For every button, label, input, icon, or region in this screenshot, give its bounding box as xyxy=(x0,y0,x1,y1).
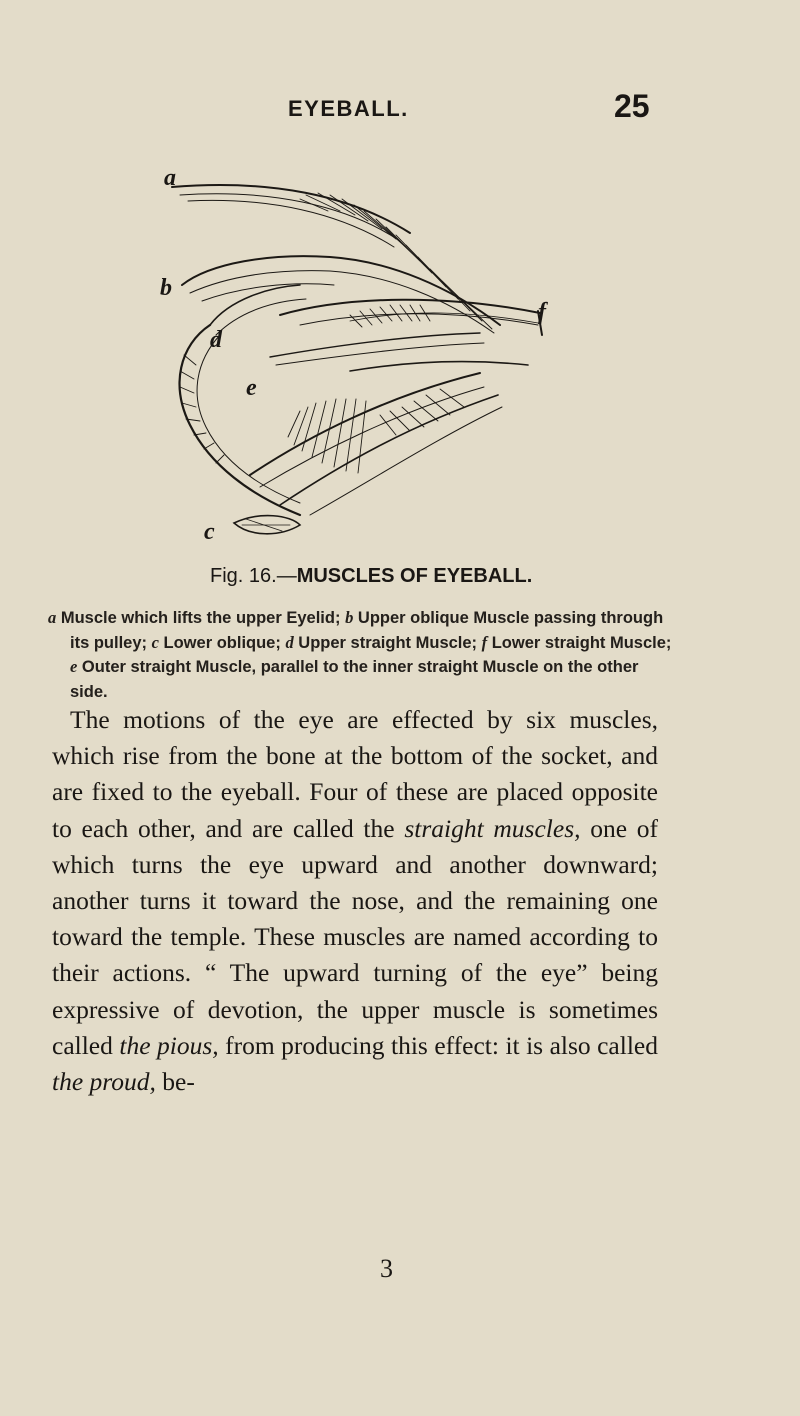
body-segment: from producing this effect: it is also called xyxy=(218,1030,658,1060)
fig-label-e: e xyxy=(246,375,257,401)
body-segment-italic: straight muscles, xyxy=(404,813,581,843)
fig-label-c: c xyxy=(204,519,215,545)
legend-paragraph xyxy=(48,606,680,704)
figure-caption xyxy=(210,565,532,588)
muscle-engraving xyxy=(150,175,580,565)
legend-letter: b xyxy=(345,608,354,627)
legend-letter: a xyxy=(48,608,57,627)
legend-letter: c xyxy=(151,632,159,652)
body-segment: one of which turns the eye upward and another downward; another turns it toward the nose, and the remaining one toward the temple. These muscles are named according to their actions. “ The upward turning of the eye” being expressive of devotion, the upper muscle is sometimes called xyxy=(52,813,659,1060)
legend-text: Upper straight Muscle; xyxy=(293,633,482,652)
page-number: 25 xyxy=(614,88,650,124)
body-segment-italic: the pious, xyxy=(119,1030,219,1060)
body-text xyxy=(52,702,658,1100)
fig-label-b: b xyxy=(160,275,172,301)
legend-letter: f xyxy=(481,632,488,652)
legend-letter: e xyxy=(70,657,78,676)
legend-text: Upper oblique Muscle passing through its pulley; xyxy=(70,609,664,652)
legend-text: Lower straight Muscle; xyxy=(487,633,672,652)
legend-text: Muscle which lifts the upper Eyelid; xyxy=(56,609,346,627)
signature-mark: 3 xyxy=(380,1254,393,1283)
fig-label-a: a xyxy=(164,165,176,191)
caption-prefix: Fig. 16.— xyxy=(210,565,297,587)
body-segment: be- xyxy=(155,1067,195,1097)
legend-letter: d xyxy=(285,632,294,652)
figure-legend xyxy=(48,606,680,704)
fig-label-f: f xyxy=(538,299,546,325)
fig-label-d: d xyxy=(210,327,222,353)
legend-text: Outer straight Muscle, parallel to the inner straight Muscle on the other side. xyxy=(70,658,639,701)
running-title: EYEBALL. xyxy=(288,96,409,121)
running-head xyxy=(0,88,800,136)
legend-text: Lower oblique; xyxy=(158,633,286,652)
body-segment: The motions of the eye are effected by six muscles, which rise from the bone at the bottom of the socket, and are fixed to the eyeball. Four of these are placed opposite to each other, and are called the xyxy=(52,705,658,843)
body-segment-italic: the proud, xyxy=(52,1067,156,1097)
body-paragraph xyxy=(52,702,658,1100)
caption-title: MUSCLES OF EYEBALL. xyxy=(296,565,533,587)
eyeball-muscles-illustration xyxy=(150,165,580,565)
